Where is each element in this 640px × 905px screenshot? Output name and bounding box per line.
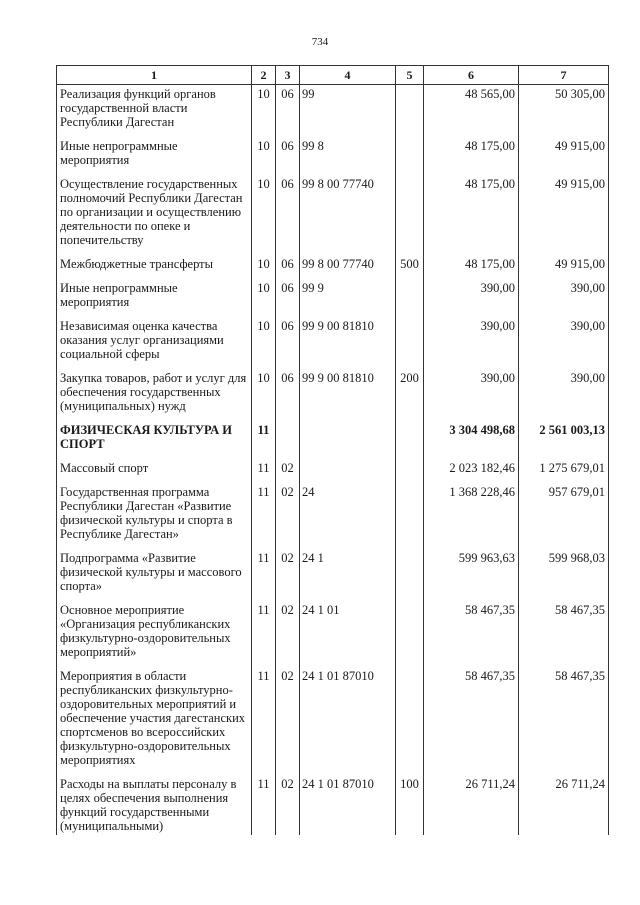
amount-year2-cell: 1 275 679,01 [519, 459, 609, 483]
amount-year2-cell: 26 711,24 [519, 775, 609, 835]
expense-type-cell [396, 421, 424, 459]
expense-type-cell [396, 279, 424, 317]
table-row [57, 421, 609, 459]
section-code-cell: 11 [252, 601, 276, 667]
section-code-cell: 10 [252, 85, 276, 138]
subsection-code-cell: 02 [276, 775, 300, 835]
target-article-cell: 99 8 00 77740 [300, 175, 396, 255]
subsection-code-cell: 06 [276, 255, 300, 279]
table-row [57, 85, 609, 138]
amount-year1-cell: 1 368 228,46 [424, 483, 519, 549]
section-code-cell: 10 [252, 137, 276, 175]
page-number: 734 [311, 36, 329, 48]
amount-year2-cell: 599 968,03 [519, 549, 609, 601]
amount-year2-cell: 49 915,00 [519, 255, 609, 279]
row-name-cell: Расходы на выплаты персоналу в целях обеспечения выполнения функций государственными (муниципальными) [57, 775, 252, 835]
section-code-cell: 11 [252, 775, 276, 835]
amount-year1-cell: 599 963,63 [424, 549, 519, 601]
header-col-3: 3 [276, 66, 300, 85]
subsection-code-cell: 02 [276, 459, 300, 483]
subsection-code-cell: 06 [276, 85, 300, 138]
amount-year1-cell: 390,00 [424, 317, 519, 369]
amount-year1-cell: 58 467,35 [424, 601, 519, 667]
amount-year2-cell: 2 561 003,13 [519, 421, 609, 459]
target-article-cell: 99 9 00 81810 [300, 369, 396, 421]
header-col-2: 2 [252, 66, 276, 85]
target-article-cell: 24 1 01 87010 [300, 667, 396, 775]
table-row [57, 549, 609, 601]
section-code-cell: 10 [252, 369, 276, 421]
row-name-cell: Государственная программа Республики Дагестан «Развитие физической культуры и спорта в Республике Дагестан» [57, 483, 252, 549]
subsection-code-cell [276, 421, 300, 459]
amount-year2-cell: 58 467,35 [519, 667, 609, 775]
amount-year1-cell: 48 565,00 [424, 85, 519, 138]
subsection-code-cell: 06 [276, 279, 300, 317]
table-row [57, 459, 609, 483]
section-code-cell: 10 [252, 279, 276, 317]
subsection-code-cell: 02 [276, 601, 300, 667]
table-row [57, 601, 609, 667]
row-name-cell: Основное мероприятие «Организация республиканских физкультурно-оздоровительных мероприятий» [57, 601, 252, 667]
table-row [57, 255, 609, 279]
amount-year1-cell: 390,00 [424, 279, 519, 317]
table-row [57, 137, 609, 175]
subsection-code-cell: 02 [276, 667, 300, 775]
amount-year1-cell: 3 304 498,68 [424, 421, 519, 459]
section-code-cell: 11 [252, 421, 276, 459]
table-row [57, 775, 609, 835]
amount-year2-cell: 49 915,00 [519, 137, 609, 175]
amount-year1-cell: 26 711,24 [424, 775, 519, 835]
subsection-code-cell: 06 [276, 137, 300, 175]
row-name-cell: Иные непрограммные мероприятия [57, 279, 252, 317]
amount-year1-cell: 58 467,35 [424, 667, 519, 775]
target-article-cell [300, 459, 396, 483]
header-col-6: 6 [424, 66, 519, 85]
row-name-cell: Массовый спорт [57, 459, 252, 483]
header-col-1: 1 [57, 66, 252, 85]
expense-type-cell [396, 85, 424, 138]
section-code-cell: 11 [252, 549, 276, 601]
row-name-cell: Подпрограмма «Развитие физической культуры и массового спорта» [57, 549, 252, 601]
row-name-cell: Мероприятия в области республиканских физкультурно-оздоровительных мероприятий и обеспечение участия дагестанских спортсменов во всероссийских физкультурно-оздоровительных мероприятиях [57, 667, 252, 775]
target-article-cell: 24 1 01 87010 [300, 775, 396, 835]
expense-type-cell: 500 [396, 255, 424, 279]
row-name-cell: Иные непрограммные мероприятия [57, 137, 252, 175]
expense-type-cell [396, 601, 424, 667]
budget-table-container [56, 65, 608, 835]
table-row [57, 369, 609, 421]
table-row [57, 279, 609, 317]
section-code-cell: 10 [252, 317, 276, 369]
table-row [57, 317, 609, 369]
target-article-cell: 99 8 [300, 137, 396, 175]
amount-year1-cell: 48 175,00 [424, 175, 519, 255]
row-name-cell: Закупка товаров, работ и услуг для обеспечения государственных (муниципальных) нужд [57, 369, 252, 421]
section-code-cell: 11 [252, 483, 276, 549]
target-article-cell: 99 9 00 81810 [300, 317, 396, 369]
expense-type-cell [396, 667, 424, 775]
header-col-5: 5 [396, 66, 424, 85]
table-row [57, 175, 609, 255]
subsection-code-cell: 06 [276, 369, 300, 421]
amount-year2-cell: 50 305,00 [519, 85, 609, 138]
expense-type-cell [396, 137, 424, 175]
amount-year1-cell: 2 023 182,46 [424, 459, 519, 483]
target-article-cell: 99 8 00 77740 [300, 255, 396, 279]
section-code-cell: 11 [252, 459, 276, 483]
subsection-code-cell: 06 [276, 317, 300, 369]
row-name-cell: Межбюджетные трансферты [57, 255, 252, 279]
amount-year2-cell: 390,00 [519, 369, 609, 421]
header-col-4: 4 [300, 66, 396, 85]
amount-year2-cell: 957 679,01 [519, 483, 609, 549]
header-col-7: 7 [519, 66, 609, 85]
expense-type-cell: 100 [396, 775, 424, 835]
amount-year2-cell: 58 467,35 [519, 601, 609, 667]
header-row [57, 66, 609, 85]
amount-year2-cell: 390,00 [519, 279, 609, 317]
expense-type-cell [396, 549, 424, 601]
expense-type-cell [396, 483, 424, 549]
row-name-cell: ФИЗИЧЕСКАЯ КУЛЬТУРА И СПОРТ [57, 421, 252, 459]
section-code-cell: 11 [252, 667, 276, 775]
table-body [57, 85, 609, 836]
amount-year1-cell: 48 175,00 [424, 255, 519, 279]
budget-table [56, 65, 609, 835]
expense-type-cell [396, 459, 424, 483]
target-article-cell: 24 1 01 [300, 601, 396, 667]
subsection-code-cell: 02 [276, 483, 300, 549]
section-code-cell: 10 [252, 255, 276, 279]
row-name-cell: Независимая оценка качества оказания услуг организациями социальной сферы [57, 317, 252, 369]
section-code-cell: 10 [252, 175, 276, 255]
row-name-cell: Реализация функций органов государственной власти Республики Дагестан [57, 85, 252, 138]
target-article-cell: 99 9 [300, 279, 396, 317]
amount-year2-cell: 49 915,00 [519, 175, 609, 255]
target-article-cell: 24 [300, 483, 396, 549]
subsection-code-cell: 06 [276, 175, 300, 255]
table-row [57, 667, 609, 775]
expense-type-cell: 200 [396, 369, 424, 421]
amount-year1-cell: 48 175,00 [424, 137, 519, 175]
target-article-cell [300, 421, 396, 459]
target-article-cell: 24 1 [300, 549, 396, 601]
amount-year1-cell: 390,00 [424, 369, 519, 421]
row-name-cell: Осуществление государственных полномочий Республики Дагестан по организации и осуществлению деятельности по опеке и попечительству [57, 175, 252, 255]
target-article-cell: 99 [300, 85, 396, 138]
table-header [57, 66, 609, 85]
table-row [57, 483, 609, 549]
expense-type-cell [396, 175, 424, 255]
amount-year2-cell: 390,00 [519, 317, 609, 369]
expense-type-cell [396, 317, 424, 369]
subsection-code-cell: 02 [276, 549, 300, 601]
